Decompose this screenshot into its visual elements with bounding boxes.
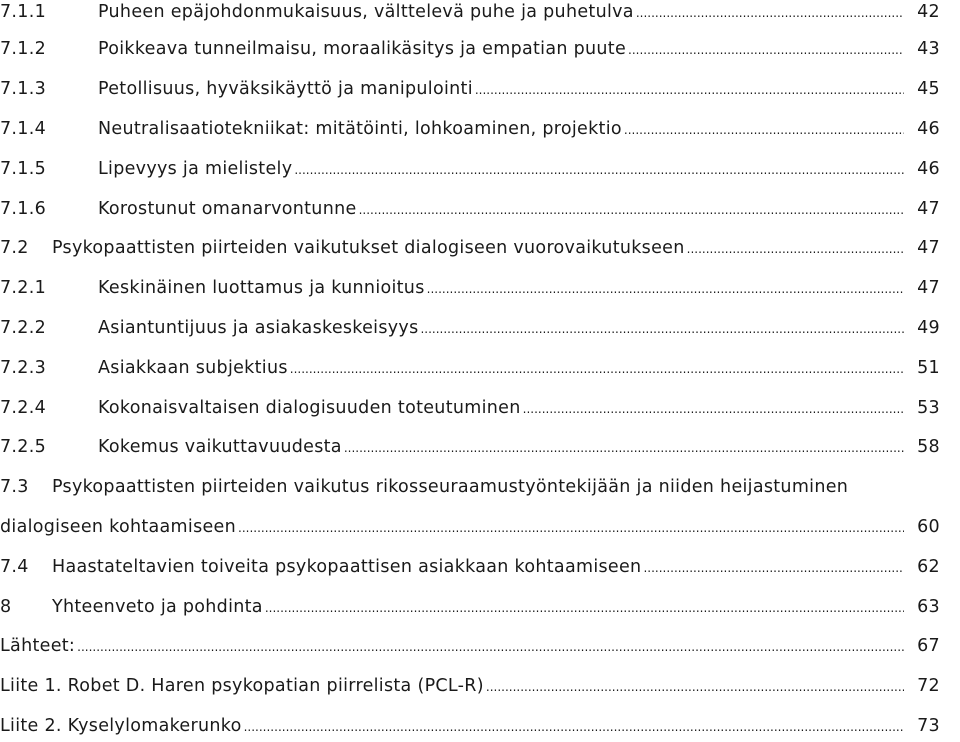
section-number: 7.1.6 (0, 199, 47, 219)
dot-leader (523, 393, 904, 424)
toc-entry[interactable] (0, 0, 940, 27)
dot-leader (290, 353, 904, 384)
page-number: 49 (917, 318, 940, 338)
dot-leader (427, 273, 904, 304)
toc-entry[interactable] (0, 194, 940, 224)
section-title: Liite 1. Robet D. Haren psykopatian piirrelista (PCL-R) (0, 676, 484, 696)
section-title: Yhteenveto ja pohdinta (52, 597, 263, 617)
dot-leader (77, 631, 904, 662)
page-number: 63 (917, 597, 940, 617)
section-title: Poikkeava tunneilmaisu, moraalikäsitys ja empatian puute (98, 39, 627, 59)
toc-entry-wrapped[interactable] (0, 472, 960, 502)
section-title-line2: dialogiseen kohtaamiseen (0, 517, 237, 537)
section-number: 7.1.5 (0, 159, 47, 179)
page-number: 45 (917, 79, 940, 99)
page-number: 58 (917, 437, 940, 457)
section-number: 7.2.4 (0, 398, 47, 418)
section-title: Asiakkaan subjektius (98, 358, 288, 378)
section-title: Lipevyys ja mielistely (98, 159, 293, 179)
toc-entry[interactable] (0, 711, 940, 741)
page-number: 47 (917, 278, 940, 298)
toc-entry[interactable] (0, 393, 940, 423)
section-title: Psykopaattisten piirteiden vaikutukset dialogiseen vuorovaikutukseen (52, 238, 685, 258)
section-title: Korostunut omanarvontunne (98, 199, 357, 219)
toc-entry-continuation[interactable] (0, 512, 940, 542)
toc-entry[interactable] (0, 114, 940, 144)
toc-entry[interactable] (0, 273, 940, 303)
page-number: 60 (917, 517, 940, 537)
page-number: 46 (917, 119, 940, 139)
section-number: 7.1.3 (0, 79, 47, 99)
section-number: 7.4 (0, 557, 29, 577)
toc-entry[interactable] (0, 592, 940, 622)
toc-entry[interactable] (0, 313, 940, 343)
dot-leader (238, 512, 904, 543)
section-title: Puheen epäjohdonmukaisuus, välttelevä puhe ja puhetulva (98, 2, 634, 22)
section-number: 7.2.3 (0, 358, 47, 378)
section-title: Petollisuus, hyväksikäyttö ja manipulointi (98, 79, 473, 99)
section-number: 7.1.1 (0, 2, 47, 22)
dot-leader (294, 154, 904, 185)
section-title: Lähteet: (0, 636, 76, 656)
section-title: Kokonaisvaltaisen dialogisuuden toteutuminen (98, 398, 521, 418)
toc-entry[interactable] (0, 552, 940, 582)
section-number: 7.2.2 (0, 318, 47, 338)
dot-leader (486, 671, 904, 702)
section-number: 7.2.5 (0, 437, 47, 457)
dot-leader (643, 552, 904, 583)
section-title: Asiantuntijuus ja asiakaskeskeisyys (98, 318, 419, 338)
page-number: 67 (917, 636, 940, 656)
dot-leader (475, 74, 904, 105)
section-title: Liite 2. Kyselylomakerunko (0, 716, 242, 736)
page-number: 42 (917, 2, 940, 22)
toc-entry[interactable] (0, 631, 940, 661)
page-number: 43 (917, 39, 940, 59)
section-title: Haastateltavien toiveita psykopaattisen asiakkaan kohtaamiseen (52, 557, 642, 577)
dot-leader (628, 34, 904, 65)
section-title-line1: Psykopaattisten piirteiden vaikutus rikosseuraamustyöntekijään ja niiden heijastuminen (52, 477, 849, 497)
section-number: 7.3 (0, 477, 29, 497)
page-number: 73 (917, 716, 940, 736)
dot-leader (265, 592, 904, 623)
page-number: 51 (917, 358, 940, 378)
dot-leader (244, 711, 904, 742)
toc-entry[interactable] (0, 34, 940, 64)
section-number: 7.2.1 (0, 278, 47, 298)
toc-entry[interactable] (0, 432, 940, 462)
page-number: 46 (917, 159, 940, 179)
toc-entry[interactable] (0, 154, 940, 184)
section-title: Keskinäinen luottamus ja kunnioitus (98, 278, 425, 298)
page-number: 62 (917, 557, 940, 577)
dot-leader (420, 313, 904, 344)
section-number: 7.1.4 (0, 119, 47, 139)
dot-leader (359, 194, 904, 225)
section-number: 8 (0, 597, 12, 617)
section-title: Kokemus vaikuttavuudesta (98, 437, 342, 457)
dot-leader (624, 114, 904, 145)
dot-leader (687, 233, 904, 264)
section-number: 7.1.2 (0, 39, 47, 59)
section-title: Neutralisaatiotekniikat: mitätöinti, lohkoaminen, projektio (98, 119, 622, 139)
toc-entry[interactable] (0, 353, 940, 383)
toc-entry[interactable] (0, 233, 940, 263)
page-number: 47 (917, 238, 940, 258)
toc-entry[interactable] (0, 671, 940, 701)
section-number: 7.2 (0, 238, 29, 258)
page-number: 72 (917, 676, 940, 696)
dot-leader (636, 0, 904, 28)
toc-entry[interactable] (0, 74, 940, 104)
page-number: 47 (917, 199, 940, 219)
page-number: 53 (917, 398, 940, 418)
dot-leader (344, 432, 904, 463)
